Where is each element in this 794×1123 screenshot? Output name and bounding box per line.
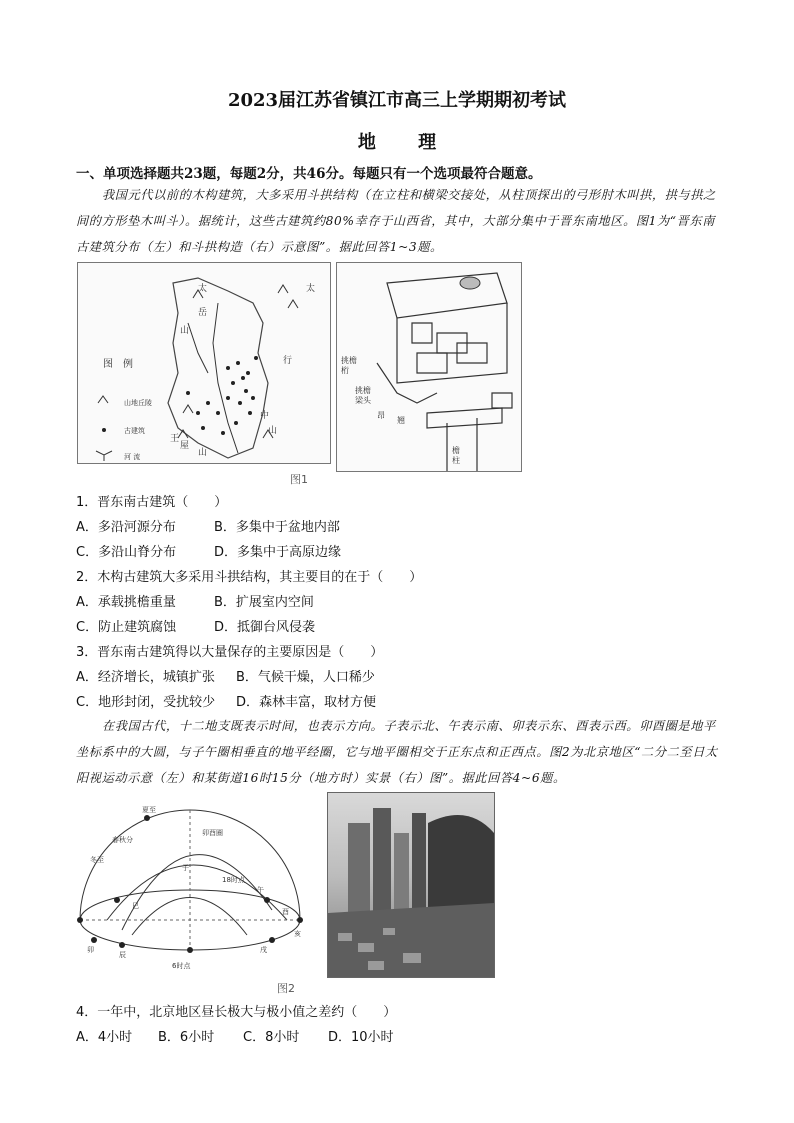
street-photo-illustration <box>328 793 494 977</box>
section-heading: 一、单项选择题共23题，每题2分，共46分。每题只有一个选项最符合题意。 <box>76 166 542 182</box>
svg-text:古建筑: 古建筑 <box>124 427 145 435</box>
sun-path-diagram <box>72 800 308 976</box>
exam-title: 2023届江苏省镇江市高三上学期期初考试 <box>227 90 567 111</box>
svg-text:戌: 戌 <box>260 946 267 954</box>
svg-text:中: 中 <box>260 411 270 421</box>
svg-text:酉: 酉 <box>282 908 289 916</box>
question-4-option-b[interactable]: B．6小时 <box>158 1030 215 1045</box>
figure2-sun-path <box>72 800 308 976</box>
question-3-option-b[interactable]: B．气候干燥，人口稀少 <box>236 670 375 685</box>
question-3-stem: 3．晋东南古建筑得以大量保存的主要原因是（ ） <box>76 645 384 660</box>
svg-text:春秋分: 春秋分 <box>112 836 133 844</box>
svg-text:亥: 亥 <box>294 930 301 938</box>
question-3-option-c[interactable]: C．地形封闭，受扰较少 <box>76 695 216 710</box>
question-3-option-a[interactable]: A．经济增长，城镇扩张 <box>76 670 215 685</box>
question-2-stem: 2．木构古建筑大多采用斗拱结构，其主要目的在于（ ） <box>76 570 423 585</box>
svg-text:山: 山 <box>198 448 208 458</box>
svg-text:桁: 桁 <box>341 366 349 375</box>
svg-text:卯酉圈: 卯酉圈 <box>202 829 223 837</box>
figure2-street-photo <box>327 792 495 978</box>
passage-1: 我国元代以前的木构建筑，大多采用斗拱结构（在立柱和横梁交接处，从柱顶探出的弓形肘木叫拱，拱与拱之间的方形垫木叫斗）。据统计，这些古建筑约80%幸存于山西省，其中，大部分集中于晋东南地区。图1为“晋东南古建筑分布（左）和斗拱构造（右）示意图”。据此回答1~3题。 <box>76 188 716 254</box>
question-4-stem: 4．一年中，北京地区昼长极大与极小值之差约（ ） <box>76 1005 397 1020</box>
question-2-option-c[interactable]: C．防止建筑腐蚀 <box>76 620 177 635</box>
svg-text:冬至: 冬至 <box>90 856 104 864</box>
subject-title: 地 理 <box>357 132 455 153</box>
figure1-map <box>77 262 331 464</box>
figure1-caption: 图1 <box>290 473 308 486</box>
svg-text:巳: 巳 <box>132 902 139 910</box>
svg-text:檐: 檐 <box>452 446 460 455</box>
question-1-option-b[interactable]: B．多集中于盆地内部 <box>214 520 340 535</box>
svg-text:午: 午 <box>257 886 264 894</box>
passage-2: 在我国古代，十二地支既表示时间，也表示方向。子表示北、午表示南、卯表示东、酉表示西。卯酉圈是地平坐标系中的大圆，与子午圈相垂直的地平经圈，它与地平圈相交于正东点和正西点。图2为北京地区“二分二至日太阳视运动示意（左）和某街道16时15分（地方时）实景（右）图”。据此回答4~6题。 <box>76 719 718 785</box>
svg-text:太: 太 <box>198 284 208 294</box>
question-3-option-d[interactable]: D．森林丰富，取材方便 <box>236 695 377 710</box>
svg-text:图 例: 图 例 <box>103 359 133 370</box>
svg-text:翘: 翘 <box>397 416 405 425</box>
svg-text:挑檐: 挑檐 <box>341 356 357 365</box>
svg-text:子: 子 <box>182 864 189 872</box>
dougong-illustration <box>337 263 521 471</box>
svg-text:昂: 昂 <box>377 411 385 420</box>
svg-text:18时点: 18时点 <box>222 876 245 884</box>
question-4-option-d[interactable]: D．10小时 <box>328 1030 394 1045</box>
question-1-option-a[interactable]: A．多沿河源分布 <box>76 520 176 535</box>
svg-text:6时点: 6时点 <box>172 962 191 970</box>
svg-text:柱: 柱 <box>452 456 460 465</box>
svg-text:岳: 岳 <box>198 308 208 318</box>
svg-text:山地丘陵: 山地丘陵 <box>124 399 152 407</box>
svg-text:卯: 卯 <box>87 946 94 954</box>
svg-text:河 流: 河 流 <box>124 453 141 461</box>
svg-text:太: 太 <box>306 284 316 294</box>
question-4-option-a[interactable]: A．4小时 <box>76 1030 133 1045</box>
svg-text:行: 行 <box>283 356 293 366</box>
svg-text:山: 山 <box>180 326 190 336</box>
figure2-caption: 图2 <box>277 982 295 995</box>
svg-text:辰: 辰 <box>119 951 126 959</box>
question-4-option-c[interactable]: C．8小时 <box>243 1030 300 1045</box>
svg-text:挑檐: 挑檐 <box>355 386 371 395</box>
question-1-option-c[interactable]: C．多沿山脊分布 <box>76 545 177 560</box>
svg-text:王: 王 <box>170 434 180 444</box>
shanxi-map-illustration <box>78 263 330 463</box>
question-2-option-a[interactable]: A．承载挑檐重量 <box>76 595 176 610</box>
figure1-bracket <box>336 262 522 472</box>
question-1-option-d[interactable]: D．多集中于高原边缘 <box>214 545 342 560</box>
svg-text:屋: 屋 <box>180 441 190 451</box>
svg-text:夏至: 夏至 <box>142 806 156 814</box>
question-2-option-d[interactable]: D．抵御台风侵袭 <box>214 620 316 635</box>
svg-text:山: 山 <box>268 426 278 436</box>
question-2-option-b[interactable]: B．扩展室内空间 <box>214 595 314 610</box>
question-1-stem: 1．晋东南古建筑（ ） <box>76 495 228 510</box>
svg-text:梁头: 梁头 <box>355 396 371 405</box>
